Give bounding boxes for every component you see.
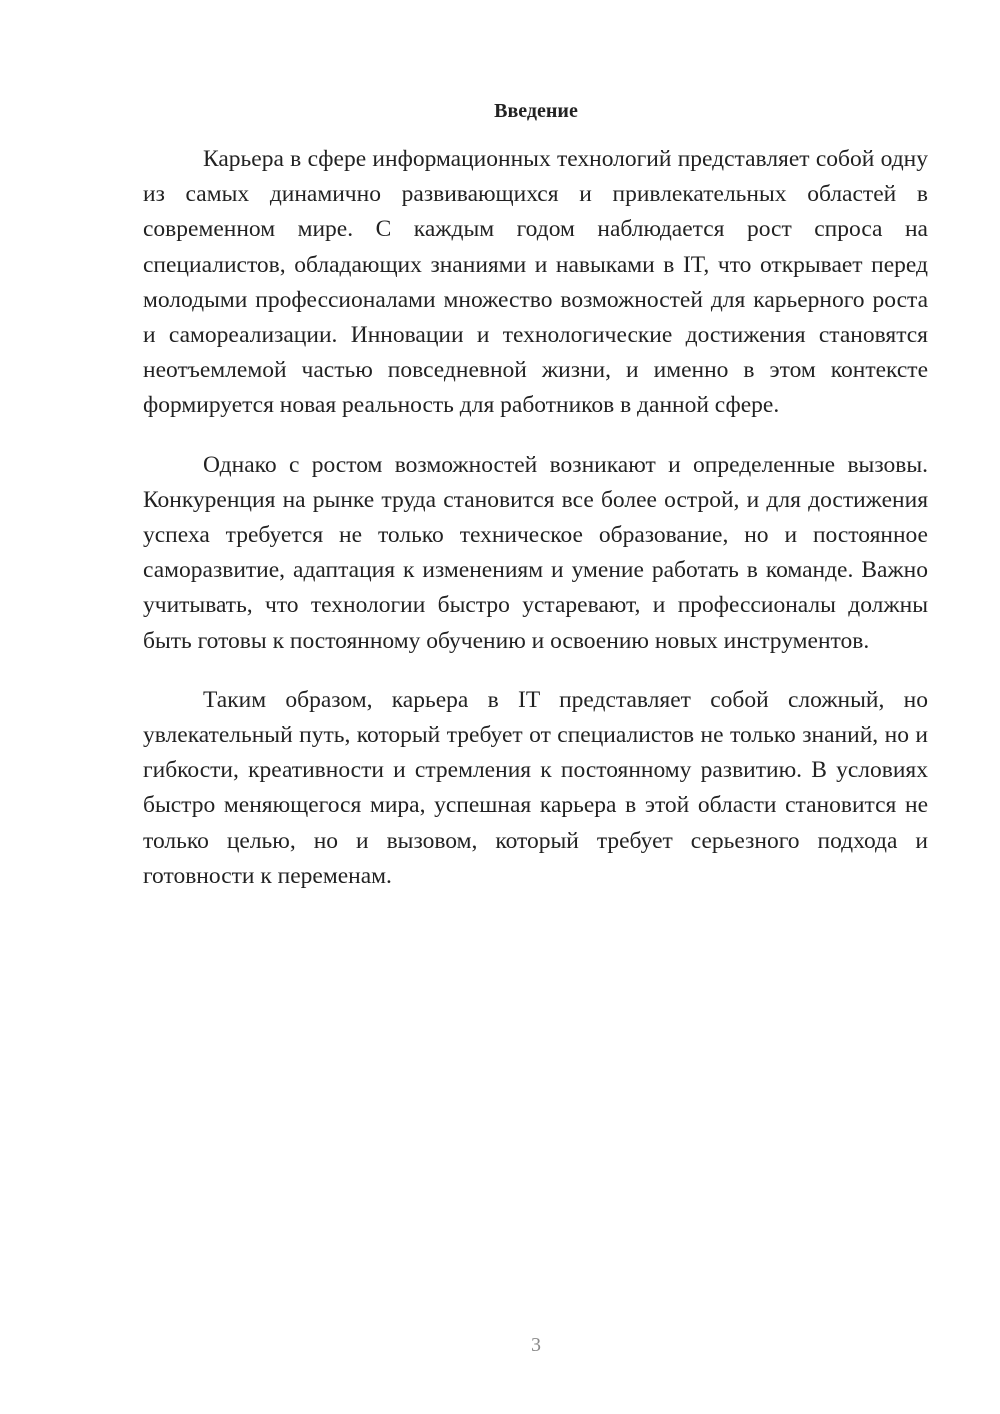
body-text [143, 142, 928, 918]
paragraph-3: Таким образом, карьера в IT представляет собой сложный, но увлекательный путь, который требует от специалистов не только знаний, но и гибкости, креативности и стремления к постоянному развитию. В условиях быстро меняющегося мира, успешная карьера в этой области становится не только целью, но и вызовом, который требует серьезного подхода и готовности к переменам. [143, 686, 928, 889]
paragraph-1: Карьера в сфере информационных технологий представляет собой одну из самых динамично развивающихся и привлекательных областей в современном мире. С каждым годом наблюдается рост спроса на специалистов, обладающих знаниями и навыками в IT, что открывает перед молодыми профессионалами множество возможностей для карьерного роста и самореализации. Инновации и технологические достижения становятся неотъемлемой частью повседневной жизни, и именно в этом контексте формируется новая реальность для работников в данной сфере. [143, 146, 928, 419]
page-number: 3 [531, 1334, 541, 1356]
paragraph-2: Однако с ростом возможностей возникают и определенные вызовы. Конкуренция на рынке труда становится все более острой, и для достижения успеха требуется не только техническое образование, но и постоянное саморазвитие, адаптация к изменениям и умение работать в команде. Важно учитывать, что технологии быстро устаревают, и профессионалы должны быть готовы к постоянному обучению и освоению новых инструментов. [143, 451, 928, 654]
page-title: Введение [494, 100, 578, 122]
